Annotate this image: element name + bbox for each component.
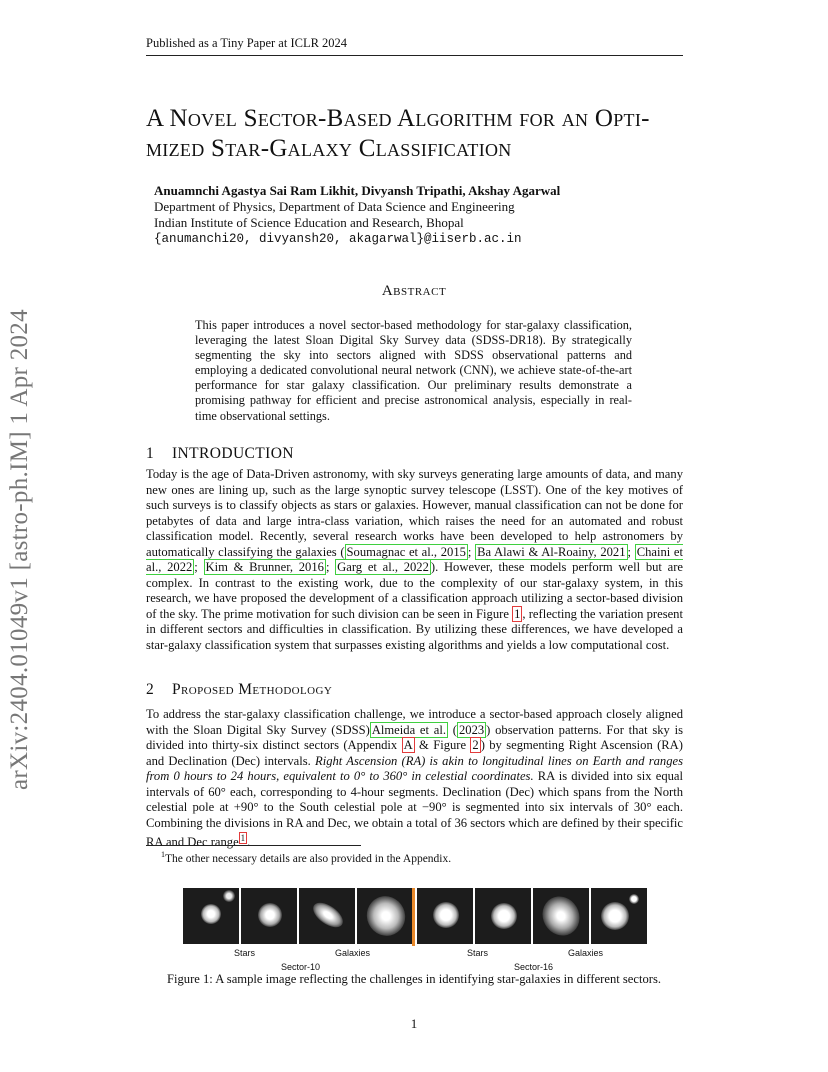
section-2-title: Proposed Methodology [172, 681, 333, 698]
page-number: 1 [410, 1016, 418, 1031]
text-run: ; [325, 560, 336, 574]
footnote-ref-link[interactable]: 1 [240, 833, 246, 843]
text-run: ; [627, 544, 635, 559]
author-department: Department of Physics, Department of Data Science and Engineering [154, 199, 515, 214]
sector10-star-image-1 [183, 888, 239, 944]
figure-1 [183, 888, 643, 948]
intro-paragraph [146, 467, 683, 653]
running-header: Published as a Tiny Paper at ICLR 2024 [146, 36, 683, 56]
arxiv-sidebar-stamp: arXiv:2404.01049v1 [astro-ph.IM] 1 Apr 2024 [6, 309, 33, 790]
citation-link[interactable]: Soumagnac et al., 2015 [346, 544, 466, 559]
citation-link[interactable]: Chaini et al., 2022 [146, 544, 684, 574]
abstract-heading: Abstract [381, 283, 447, 299]
text-run: ( [448, 722, 457, 737]
text-run: ; [194, 560, 204, 574]
figure-label-stars: Stars [467, 948, 489, 958]
figure-label-galaxies: Galaxies [335, 948, 371, 958]
text-run: , reflecting the variation present in different sectors and difficulties in classification. By utilizing these differences, we have developed a star-galaxy classification system that surpasses existing algorithms and yields a low computational cost. [146, 606, 683, 652]
paper-title [146, 104, 706, 164]
section-1-title: INTRODUCTION [172, 445, 294, 462]
figure-label-stars: Stars [234, 948, 256, 958]
author-block [154, 183, 560, 247]
title-line-1: A Novel Sector-Based Algorithm for an Opti- [146, 105, 650, 132]
text-run: ; [467, 544, 476, 559]
text-run: . [247, 835, 251, 850]
figure-ref-link[interactable]: 1 [514, 606, 521, 621]
text-run: ) observation patterns. For that sky is divided into thirty-six distinct sectors (Appendix [146, 722, 683, 752]
section-1-number: 1 [146, 445, 155, 462]
methodology-paragraph [146, 707, 683, 851]
text-run: RA is divided into six equal intervals of 60° each, corresponding to 4-hour segments. Declination (Dec) which spans from the North celestial pole at +90° to the South celestial pole at −90° is segmented into six intervals of 30° each. Combining the divisions in RA and Dec, we obtain a total of 36 sectors which are defined by their specific RA and Dec range [146, 769, 683, 850]
figure-sector-label: Sector-16 [514, 962, 554, 972]
sector10-star-image-2 [241, 888, 297, 944]
figure-ref-link[interactable]: 2 [472, 738, 479, 752]
sector16-galaxy-image-2 [591, 888, 647, 944]
footnote-rule [146, 845, 361, 846]
sector10-galaxy-image-2 [357, 888, 413, 944]
text-run: ). However, these models perform well but are complex. In contrast to the existing work, due to the complexity of our star-galaxy system, in this research, we have proposed the development of a classification approach utilizing a sector-based division of the sky. The prime motivation for such division can be seen in Figure [146, 560, 683, 621]
footnote [161, 850, 451, 865]
section-1-heading [146, 445, 294, 463]
text-run: To address the star-galaxy classification challenge, we introduce a sector-based approach closely aligned with the Sloan Digital Sky Survey (SDSS) [146, 707, 683, 737]
sector10-galaxy-image-1 [299, 888, 355, 944]
citation-link[interactable]: Garg et al., 2022 [337, 560, 429, 574]
text-run: & Figure [414, 738, 471, 752]
footnote-mark: 1 [161, 850, 165, 859]
figure-sector-label: Sector-10 [281, 962, 321, 972]
sector-divider [412, 888, 415, 946]
author-institute: Indian Institute of Science Education and Research, Bhopal [154, 215, 464, 230]
title-line-2: mized Star-Galaxy Classification [146, 135, 512, 162]
appendix-ref-link[interactable]: A [403, 738, 413, 752]
text-run: Today is the age of Data-Driven astronomy, with sky surveys generating large amounts of data, and many new ones are lining up, such as the large synoptic survey telescope (LSST). One of the key motives of such surveys is to classify objects as stars or galaxies. However, manual classification can not be done for petabytes of data and large intra-class variation, which raises the need for an automated and robust classification model. Recently, several research works have been developed to help astronomers by automatically classifying the galaxies ( [146, 467, 683, 559]
citation-link[interactable]: Kim & Brunner, 2016 [205, 560, 324, 574]
section-2-heading [146, 681, 332, 699]
sector16-star-image-1 [417, 888, 473, 944]
abstract-text: This paper introduces a novel sector-based methodology for star-galaxy classification, leveraging the latest Sloan Digital Sky Survey data (SDSS-DR18). By strategically segmenting the sky into sectors aligned with SDSS observational patterns and employing a dedicated convolutional neural network (CNN), we achieve state-of-the-art performance for star galaxy classification. Our preliminary results demonstrate a promising pathway for efficient and precise astronomical analysis, especially in real-time observational settings. [195, 318, 632, 423]
footnote-text: The other necessary details are also provided in the Appendix. [165, 852, 452, 865]
citation-link[interactable]: 2023 [458, 722, 485, 737]
citation-link[interactable]: Almeida et al. [371, 722, 447, 737]
figure-caption: Figure 1: A sample image reflecting the challenges in identifying star-galaxies in different sectors. [166, 972, 662, 986]
section-2-number: 2 [146, 681, 155, 698]
text-run: ) by segmenting Right Ascension (RA) and Declination (Dec) intervals. [146, 738, 683, 768]
citation-link[interactable]: Ba Alawi & Al-Roainy, 2021 [477, 544, 626, 559]
sector16-star-image-2 [475, 888, 531, 944]
author-names: Anuamnchi Agastya Sai Ram Likhit, Divyansh Tripathi, Akshay Agarwal [154, 183, 561, 198]
figure-label-galaxies: Galaxies [568, 948, 604, 958]
author-emails[interactable]: {anumanchi20, divyansh20, akagarwal}@iiserb.ac.in [154, 232, 522, 246]
italic-text-run: Right Ascension (RA) is akin to longitudinal lines on Earth and ranges from 0 hours to 24 hours, equivalent to 0° to 360° in celestial coordinates. [146, 753, 684, 783]
sector16-galaxy-image-1 [533, 888, 589, 944]
